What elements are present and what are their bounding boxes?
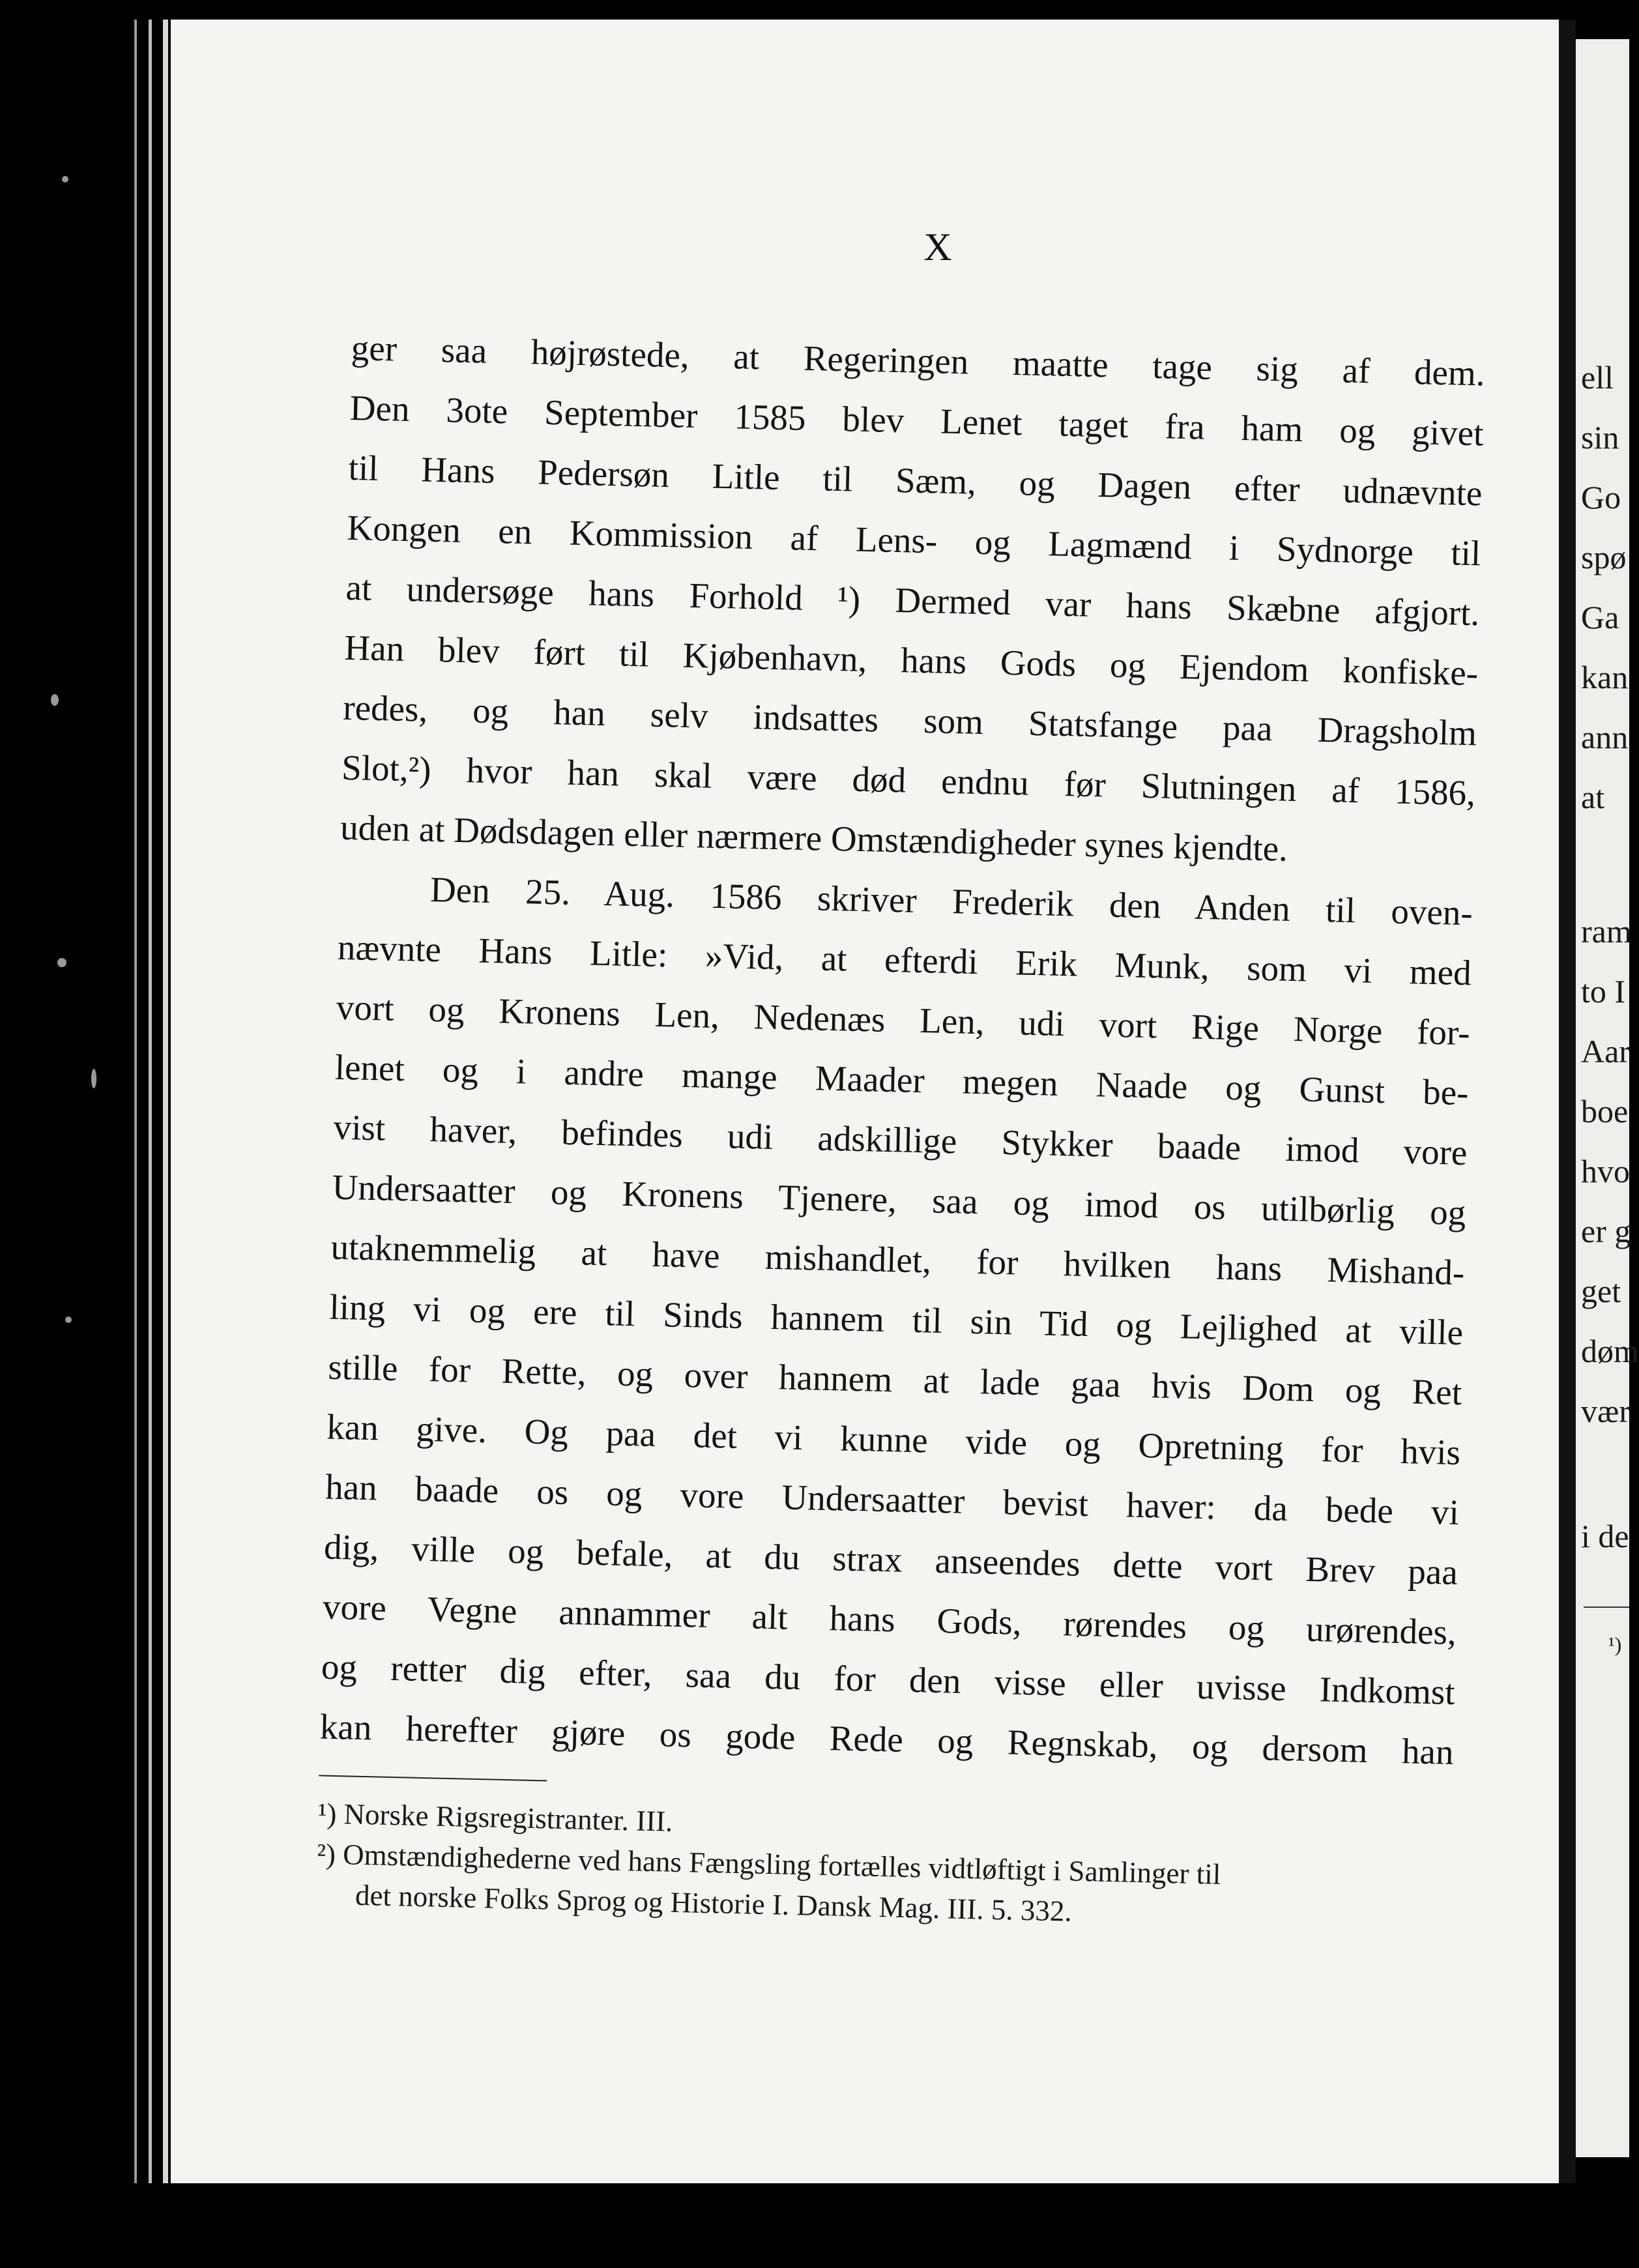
text-line: Slot,²) hvor han skal være død endnu før Slutningen af 1586,	[341, 747, 1476, 813]
text-line: han baade os og vore Undersaatter bevist haver: da bede vi	[325, 1466, 1460, 1533]
text-line: vore Vegne annammer alt hans Gods, rørendes og urørendes,	[322, 1586, 1457, 1652]
facing-page-fragment: ann	[1581, 719, 1629, 755]
footnote: ²) Omstændighederne ved hans Fængsling fortælles vidtløftigt i Samlinger til	[316, 1837, 1221, 1891]
text-line: og retter dig efter, saa du for den visse eller uvisse Indkomst	[321, 1646, 1456, 1712]
text-line: at undersøge hans Forhold ¹) Dermed var hans Skæbne afgjort.	[345, 567, 1480, 633]
scan-speck	[51, 694, 59, 706]
facing-page-fragment: at	[1581, 779, 1605, 815]
scan-speck	[62, 176, 68, 182]
text-line: Han blev ført til Kjøbenhavn, hans Gods og Ejendom konfiske-	[343, 627, 1479, 693]
page-edge-shadow	[163, 20, 168, 2183]
text-line: nævnte Hans Litle: »Vid, at efterdi Erik Munk, som vi med	[337, 927, 1472, 993]
facing-page-fragment: i de	[1581, 1518, 1629, 1554]
facing-page-fragment: døm	[1581, 1333, 1639, 1369]
footnote: ¹) Norske Rigsregistranter. III.	[317, 1797, 673, 1838]
facing-page-footnote-rule	[1584, 1606, 1629, 1608]
page-number: X	[923, 225, 953, 269]
text-line: utaknemmelig at have mishandlet, for hvilken hans Mishand-	[330, 1227, 1465, 1293]
facing-page-fragment: er g	[1581, 1213, 1631, 1249]
text-line: vort og Kronens Len, Nedenæs Len, udi vort Rige Norge for-	[336, 987, 1471, 1053]
text-line: ling vi og ere til Sinds hannem til sin Tid og Lejlighed at ville	[328, 1287, 1464, 1353]
facing-page-fragment: boe	[1581, 1093, 1629, 1129]
facing-page-fragment: ell	[1581, 359, 1614, 396]
page-edge-shadow	[149, 20, 152, 2183]
facing-page-fragment: ram	[1581, 913, 1632, 950]
page-edge-shadow	[134, 20, 137, 2183]
book-spine	[1559, 20, 1576, 2183]
facing-page-fragment: Aar	[1581, 1033, 1630, 1069]
scan-speck	[91, 1069, 96, 1088]
scan-speck	[65, 1316, 72, 1323]
facing-page-fragment: Ga	[1581, 599, 1619, 635]
facing-page-fragment: to I	[1581, 973, 1626, 1010]
facing-page-fragment: get	[1581, 1273, 1621, 1309]
facing-page-fragment: vær	[1581, 1393, 1630, 1429]
scan-speck	[57, 958, 66, 967]
text-line: Undersaatter og Kronens Tjenere, saa og imod os utilbørlig og	[332, 1167, 1466, 1233]
body-text	[315, 318, 1485, 1940]
text-line: vist haver, befindes udi adskillige Stykker baade imod vore	[333, 1107, 1468, 1173]
facing-page-fragment: Go	[1581, 479, 1621, 516]
text-line: Den 25. Aug. 1586 skriver Frederik den Anden til oven-	[429, 869, 1473, 933]
facing-page-fragment: hvo	[1581, 1153, 1630, 1189]
facing-page-fragment: spø	[1581, 539, 1627, 575]
text-line: Kongen en Kommission af Lens- og Lagmænd i Sydnorge til	[347, 507, 1481, 574]
footnote-rule	[319, 1775, 547, 1781]
text-line: uden at Dødsdagen eller nærmere Omstændigheder synes kjendte.	[340, 807, 1288, 869]
text-line: lenet og i andre mange Maader megen Naade og Gunst be-	[334, 1047, 1470, 1113]
text-line: redes, og han selv indsattes som Statsfange paa Dragsholm	[342, 687, 1477, 753]
footnote-continuation: det norske Folks Sprog og Historie I. Dansk Mag. III. 5. 332.	[355, 1878, 1073, 1928]
text-line: kan give. Og paa det vi kunne vide og Opretning for hvis	[326, 1406, 1461, 1473]
facing-page-footnote-marker: ¹)	[1608, 1633, 1622, 1656]
text-line: stille for Rette, og over hannem at lade gaa hvis Dom og Ret	[327, 1346, 1462, 1413]
text-line: dig, ville og befale, at du strax anseendes dette vort Brev paa	[323, 1526, 1458, 1592]
text-line: Den 3ote September 1585 blev Lenet taget fra ham og givet	[349, 387, 1485, 454]
text-line: kan herefter gjøre os gode Rede og Regnskab, og dersom han	[319, 1706, 1455, 1772]
text-line: til Hans Pedersøn Litle til Sæm, og Dagen efter udnævnte	[348, 447, 1483, 514]
text-line: ger saa højrøstede, at Regeringen maatte tage sig af dem.	[351, 327, 1486, 394]
facing-page-fragment: sin	[1581, 419, 1619, 456]
facing-page-fragment: kan	[1581, 659, 1629, 695]
facing-page-edge	[1576, 39, 1639, 2157]
